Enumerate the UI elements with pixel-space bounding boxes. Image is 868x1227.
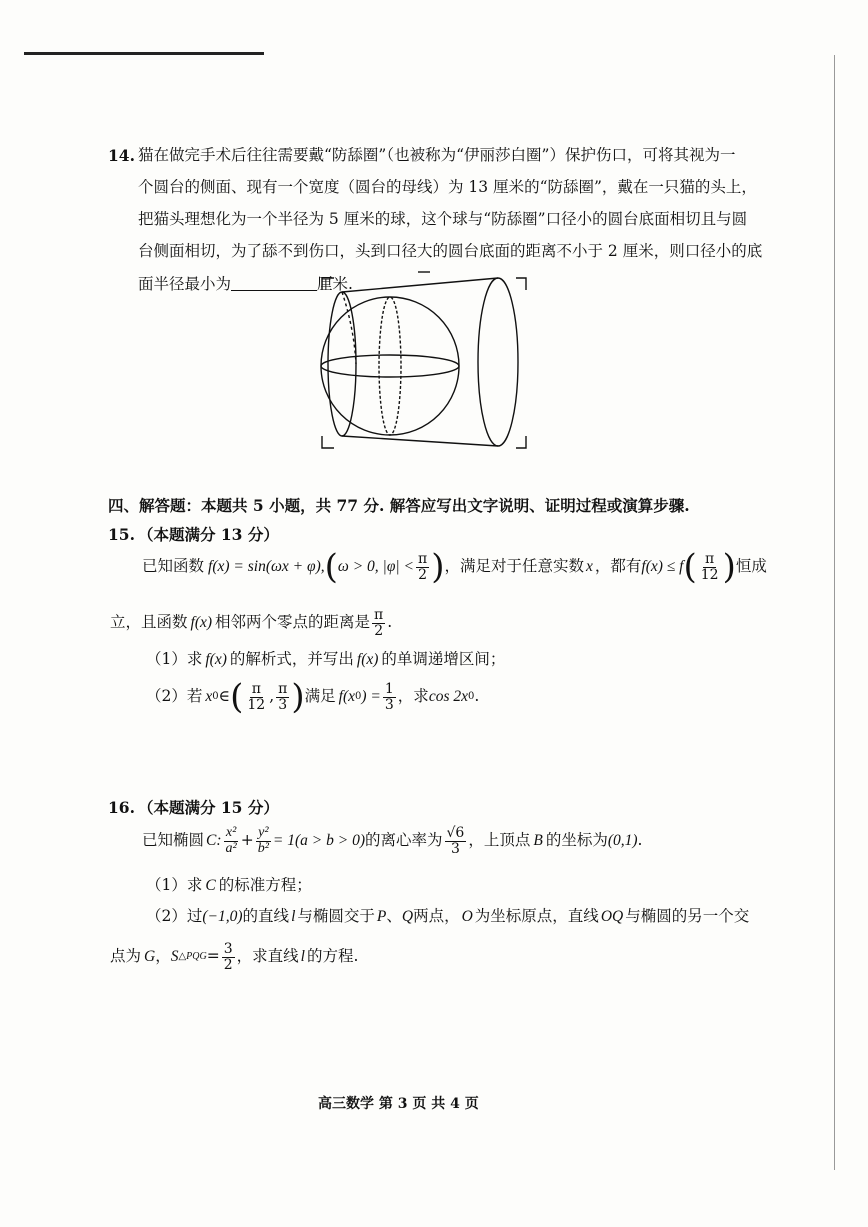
sphere-outline xyxy=(321,297,459,435)
q15-ineq: f(x) ≤ f xyxy=(641,558,684,576)
one-over-3: $\frac{1}{3}$ xyxy=(384,680,394,713)
q15-x: x xyxy=(585,558,593,576)
q15-mid2: ，都有 xyxy=(594,557,642,576)
small-base-ellipse xyxy=(328,292,356,436)
pi-over-12-b: $\frac{\pi}{12}$ xyxy=(247,680,266,713)
three-over-2: $\frac{3}{2}$ xyxy=(223,941,233,973)
scan-edge-line xyxy=(834,55,835,1170)
q14-line1: 猫在做完手术后往往需要戴“防舔圈”（也被称为“伊丽莎白圈”）保护伤口，可将其视为一 xyxy=(138,146,736,164)
frustum-sphere-figure xyxy=(318,268,532,454)
q14-line2: 个圆台的侧面、现有一个宽度（圆台的母线）为 13 厘米的“防舔圈”，戴在一只猫的头上， xyxy=(138,178,757,196)
q15-fx: f(x) = sin(ωx + φ), xyxy=(208,558,325,576)
top-rule xyxy=(24,52,264,55)
q15-mid: ，满足对于任意实数 xyxy=(444,557,584,576)
q15-part1: （1）求 f(x) 的解析式，并写出 f(x) 的单调递增区间； xyxy=(146,650,506,668)
x2-over-a2: $\frac{\text{x²}}{\text{a²}}$ xyxy=(225,825,237,856)
q16-part2: （2）过 (−1,0) 的直线 l 与椭圆交于 P 、 Q 两点， O 为坐标原点，直线 OQ 与椭圆的另一个交 xyxy=(146,907,750,925)
bracket-top-right xyxy=(516,278,526,290)
pi-over-2-b: $\frac{\pi}{2}$ xyxy=(374,607,384,639)
q15-end: 恒成 xyxy=(735,557,767,576)
pi-over-12: $\frac{\pi}{12}$ xyxy=(700,550,719,583)
section4-heading: 四、解答题：本题共 5 小题，共 77 分. 解答应写出文字说明、证明过程或演算步骤. xyxy=(108,496,690,515)
sphere-equator xyxy=(321,355,459,377)
sphere-meridian xyxy=(379,297,401,435)
q15-number: 15. xyxy=(108,525,135,544)
large-base-ellipse xyxy=(478,278,518,446)
q15-score: （本题满分 13 分） xyxy=(138,525,279,544)
sqrt6-over-3: $\frac{√6}{3}$ xyxy=(446,825,465,857)
page-footer: 高三数学 第 3 页 共 4 页 xyxy=(318,1096,479,1112)
q14-line5-post: 厘米. xyxy=(317,275,353,293)
q14-line4: 台侧面相切，为了舔不到伤口，头到口径大的圆台底面的距离不小于 2 厘米，则口径小的底 xyxy=(138,242,763,260)
bracket-bottom-left xyxy=(322,436,334,448)
slant-bottom xyxy=(342,436,498,446)
q14-line3: 把猫头理想化为一个半径为 5 厘米的球，这个球与“防舔圈”口径小的圆台底面相切且与圆 xyxy=(138,210,748,228)
bracket-bottom-right xyxy=(516,436,526,448)
q15-line2: 立，且函数 f(x) 相邻两个零点的距离是 $\frac{\pi}{2}$ . xyxy=(110,607,393,639)
q16-line1: 已知椭圆 C: $\frac{\text{x²}}{\text{a²}}$ + $\frac{\text{y²}}{\text{b²}}$ = 1(a > b > 0) 的离心率为 $\frac{√6}{3}$ ，上顶点 B 的坐标为 (0,1) . xyxy=(142,825,643,857)
q16-part2-cont: 点为 G ， S △PQG = $\frac{3}{2}$ ，求直线 l 的方程. xyxy=(110,941,359,973)
slant-top xyxy=(342,278,498,292)
bracket-top-left xyxy=(322,278,334,290)
q16-part1: （1）求 C 的标准方程； xyxy=(146,876,312,894)
pi-over-2: $\frac{\pi}{2}$ xyxy=(418,550,428,583)
q14-number: 14. xyxy=(108,146,135,165)
q16-number: 16. xyxy=(108,798,135,817)
q15-s1: 已知函数 xyxy=(142,557,205,576)
answer-blank[interactable] xyxy=(231,276,317,291)
q15-part2: （2）若 x 0 ∈ ( $\frac{\pi}{12}$ , $\frac{\pi}{3}$ ) 满足 f(x 0 ) = $\frac{1}{3}$ ，求 cos 2x 0 . xyxy=(146,677,480,717)
q15-cond: ω > 0, |φ| < xyxy=(337,558,414,576)
q15-line1: 已知函数 f(x) = sin(ωx + φ), ( ω > 0, |φ| < $\frac{\pi}{2}$ ) ，满足对于任意实数 x ，都有 f(x) ≤ f ( $\frac{\pi}{12}$ ) 恒成 xyxy=(142,547,767,587)
y2-over-b2: $\frac{\text{y²}}{\text{b²}}$ xyxy=(257,825,269,856)
pi-over-3: $\frac{\pi}{3}$ xyxy=(278,680,288,713)
q14-line5-pre: 面半径最小为 xyxy=(138,275,232,293)
q16-score: （本题满分 15 分） xyxy=(138,798,279,817)
